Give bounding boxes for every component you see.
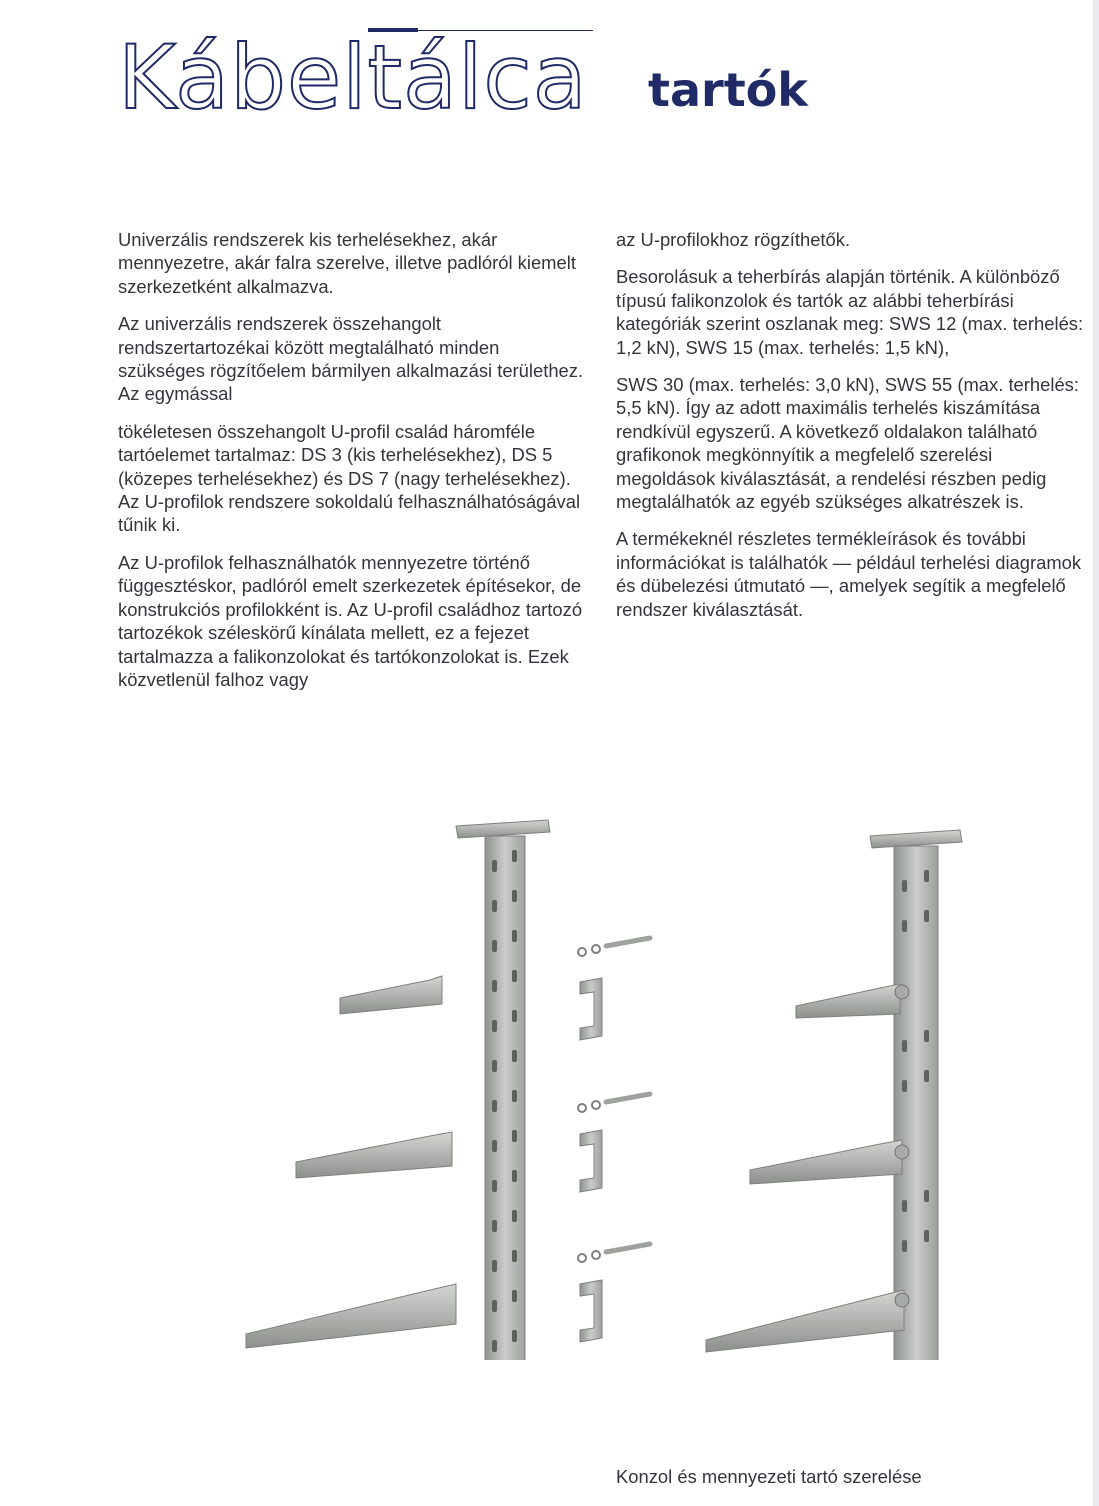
ceiling-plate xyxy=(870,830,962,848)
paragraph: tökéletesen összehangolt U-profil család háromféle tartóelemet tartalmaz: DS 3 (kis terhelésekhez), DS 5 (közepes terhelésekhez) és DS 7 (nagy terhelésekhez). Az U-profilok rendszere sokoldalú felhasználhatóságával tűnik ki. xyxy=(118,420,581,536)
u-profile-post xyxy=(485,836,525,1360)
wall-bracket-large xyxy=(706,1290,904,1352)
paragraph: A termékeknél részletes termékleírások és további információkat is találhatók — például terhelési diagramok és dübelezési útmutató —, amelyek segítik a megfelelő rendszer kiválasztását. xyxy=(616,528,1082,620)
left-text-column xyxy=(118,228,588,705)
paragraph: SWS 30 (max. terhelés: 3,0 kN), SWS 55 (max. terhelés: 5,5 kN). Így az adott maximális terhelés kiszámítása rendkívül egyszerű. A következő oldalakon található grafikonok megkönnyítik a megfelelő szerelési megoldások kiválasztását, a rendelési részben pedig megtalálhatók az egyéb szükséges alkatrészek is. xyxy=(616,374,1079,513)
title-bold-text: tartók xyxy=(648,63,808,117)
wall-bracket-small xyxy=(796,984,900,1018)
wall-bracket-small xyxy=(340,976,442,1014)
page-edge-shadow xyxy=(1093,0,1099,1506)
paragraph: Az univerzális rendszerek összehangolt rendszertartozékai között megtalálható minden szükséges rögzítőelem bármilyen alkalmazási területhez. Az egymással xyxy=(118,313,584,405)
paragraph: Univerzális rendszerek kis terhelésekhez, akár mennyezetre, akár falra szerelve, illetve padlóról kiemelt szerkezetként alkalmazva. xyxy=(118,229,576,297)
paragraph: Az U-profilok felhasználhatók mennyezetre történő függesztéskor, padlóról emelt szerkezetek építésekor, de konstrukciós profilokként is. Az U-profil családhoz tartozó tartozékok széleskörű kínálata mellett, ez a fejezet tartalmazza a falikonzolokat és tartókonzolokat is. Ezek közvetlenül falhoz vagy xyxy=(118,551,583,690)
paragraph: Besorolásuk a teherbírás alapján történik. A különböző típusú falikonzolok és tartók az alábbi teherbírási kategóriák szerint oszlanak meg: SWS 12 (max. terhelés: 1,2 kN), SWS 15 (max. terhelés: 1,5 kN), xyxy=(616,266,1084,358)
bracket-assembly-illustration xyxy=(230,800,990,1360)
title-outline-text: Kábeltálca xyxy=(118,26,588,129)
u-profile-post xyxy=(894,846,938,1360)
figure-caption: Konzol és mennyezeti tartó szerelése xyxy=(616,1466,922,1487)
exploded-assembly xyxy=(246,820,650,1360)
paragraph: az U-profilokhoz rögzíthetők. xyxy=(616,229,851,250)
ceiling-plate xyxy=(456,820,550,838)
clamp-set-2 xyxy=(578,1094,650,1192)
clamp-set-3 xyxy=(578,1244,650,1342)
assembled-bracket-system xyxy=(706,830,962,1360)
clamp-set-1 xyxy=(578,938,650,1040)
wall-bracket-medium xyxy=(296,1132,452,1178)
right-text-column xyxy=(616,228,1094,635)
wall-bracket-medium xyxy=(750,1140,902,1184)
wall-bracket-large xyxy=(246,1284,456,1348)
